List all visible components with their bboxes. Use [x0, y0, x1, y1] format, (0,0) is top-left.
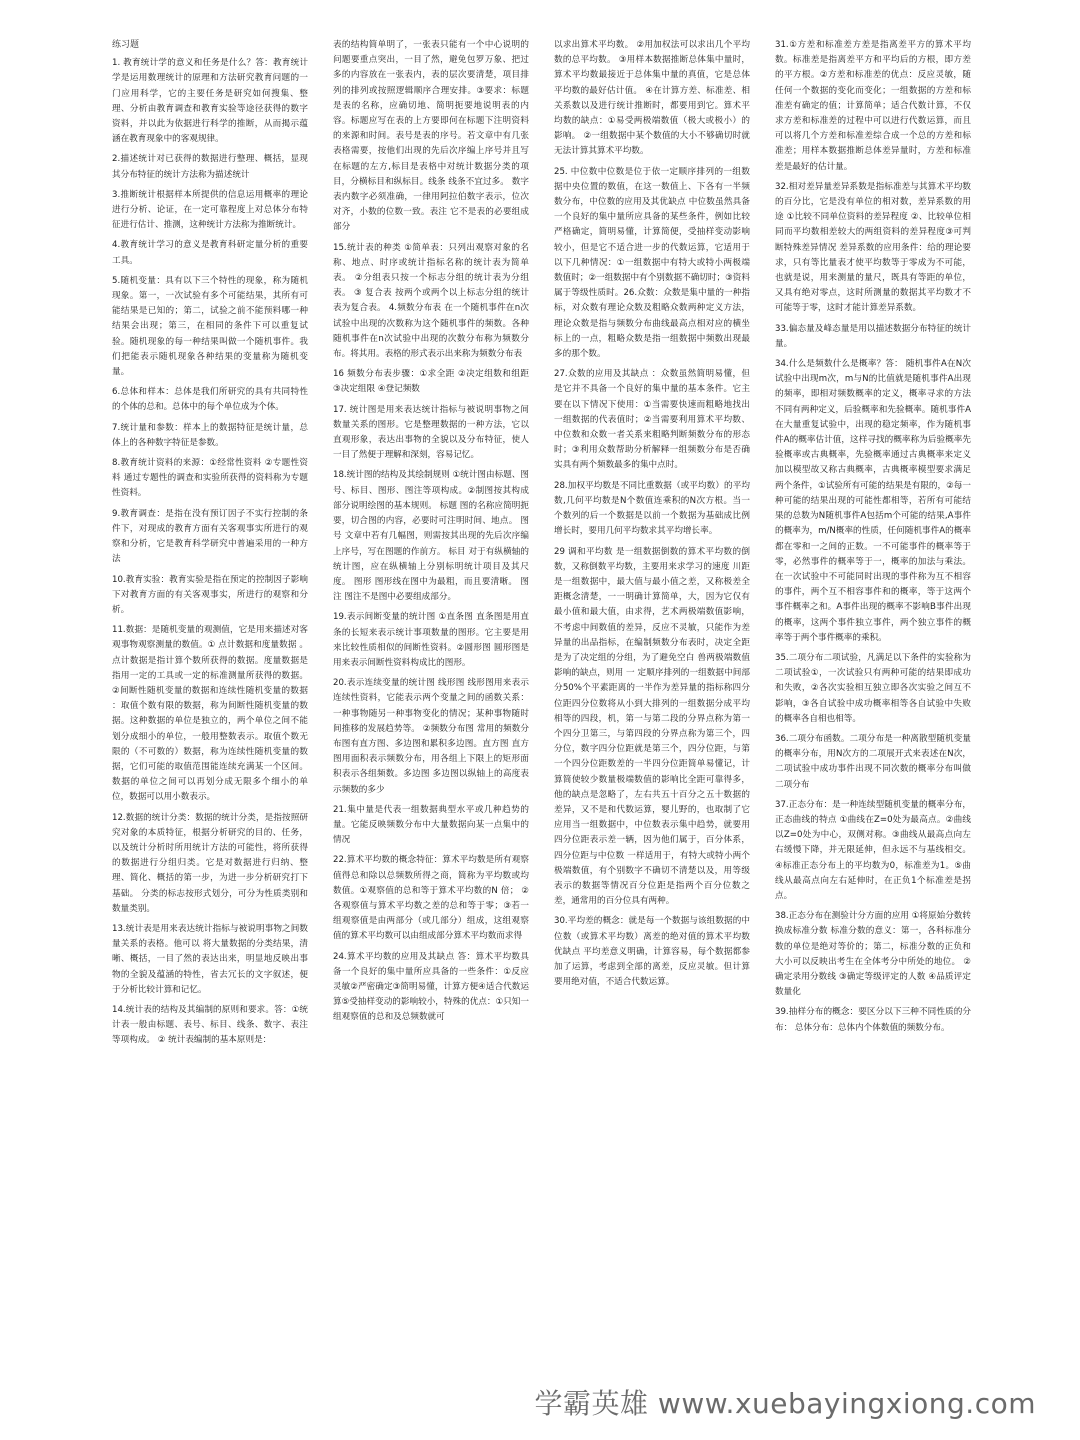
site-watermark: 学霸英雄 www.xuebayingxiong.com	[534, 1387, 1036, 1420]
exercise-paragraph: 24.算术平均数的应用及其缺点 答：算术平均数具备一个良好的集中量所应具备的一些条件：①反应灵敏②严密确定③简明易懂，计算方便④适合代数运算⑤受抽样变动的影响较小，特殊的优点：①只知一组观察值的总和及总频数就可	[333, 951, 529, 1023]
exercise-paragraph: 20.表示连续变量的统计图 线形图 线形图用来表示连续性资料，它能表示两个变量之间的函数关系：一种事物随另一种事物变化的情况；某种事物随时间推移的发展趋势等。 ②频数分布图 常用的频数分布图有直方图、多边图和累积多边图。直方图 直方图用面积表示频数分布，用各组上下限上的矩形面积表示各组频数。多边图 多边图以纵轴上的高度表示频数的多少	[333, 678, 529, 795]
exercise-paragraph: 22.算术平均数的概念特征：算术平均数是所有观察值得总和除以总频数所得之商，简称为平均数或均数值。①观察值的总和等于算术平均数的N 倍； ② 各观察值与算术平均数之差的总和等于零；③若一组观察值是由两部分（或几部分）组成，这组观察值的算术平均数可以由组成部分算术平均数而求得	[333, 855, 529, 942]
exercise-paragraph: 39.抽样分布的概念：要区分以下三种不同性质的分布： 总体分布：总体内个体数值的频数分布。	[775, 1007, 971, 1033]
text-column-4	[775, 38, 971, 1356]
exercise-paragraph: 34.什么是频数什么是概率？答： 随机事件A在N次试验中出现m次，m与N的比值就是随机事件A出现的频率，即相对频数概率的定义，概率寻求的方法不同有两种定义，后验概率和先验概率。随机事件A在大量重复试验中，出现的稳定频率，作为随机事件A的概率估计值，这样寻找的概率称为后验概率先验概率或古典概率，先验概率通过古典概率来定义加以模型故又称古典概率，古典概率模型要求满足两个条件，①试验所有可能的结果是有限的，②每一种可能的结果出现的可能性都相等，若所有可能结果的总数为N随机事件A包括m个可能的结果,A事件的概率为，m/N概率的性质，任何随机事件A的概率都在零和一之间的正数。一不可能事件的概率等于零，必然事件的概率等于一，概率的加法与乘法。在一次试验中不可能同时出现的事件称为互不相容的事件，两个互不相容事件和的概率，等于这两个事件概率之和。A事件出现的概率不影响B事件出现的概率，这两个事件独立事件，两个独立事件的概率等于两个事件概率的乘积。	[775, 359, 971, 643]
exercise-paragraph: 10.教育实验：教育实验是指在预定的控制因子影响下对教育方面的有关客观事实，所进行的观察和分析。	[112, 574, 308, 615]
text-column-1	[112, 38, 308, 1356]
exercise-paragraph: 12.数据的统计分类：数据的统计分类，是指按照研究对象的本质特征，根据分析研究的目的、任务，以及统计分析时所用统计方法的可能性，将所获得的数据进行分组归类。它是对数据进行归纳、整理、简化、概括的第一步，为进一步分析研究打下基础。 分类的标志按形式划分，可分为性质类别和数量类别。	[112, 812, 308, 914]
text-column-3	[554, 38, 750, 1356]
exercise-paragraph: 13.统计表是用来表达统计指标与被说明事物之间数量关系的表格。他可以 将大量数据的分类结果，清晰、概括，一目了然的表达出来，明显地反映出事物的全貌及蕴涵的特性，省去冗长的文字叙述，便于分析比较计算和记忆。	[112, 923, 308, 995]
exercise-paragraph: 9.教育调查：是指在没有预订因子不实行控制的条件下，对现成的教育方面有关客观事实所进行的观察和分析，它是教育科学研究中普遍采用的一种方法	[112, 508, 308, 565]
exercise-paragraph: 33.偏态量及峰态量是用以描述数据分布特征的统计量。	[775, 323, 971, 349]
exercise-paragraph: 以求出算术平均数。 ②用加权法可以求出几个平均数的总平均数。 ③用样本数据推断总体集中量时，算术平均数最接近于总体集中量的真值，它是总体平均数的最好估计值。 ④在计算方差、标准差、相关系数以及进行统计推断时，都要用到它。算术平均数的缺点：①易受两极端数值（极大或极小）的影响。 ②一组数据中某个数值的大小不够确切时就无法计算其算术平均数。	[554, 40, 750, 157]
exercise-paragraph: 11.数据：是随机变量的观测值，它是用来描述对客观事物观察测量的数值。① 点计数据和度量数据 。点计数据是指计算个数所获得的数据。度量数据是指用一定的工具或一定的标准测量所获得的数据。 ②间断性随机变量的数据和连续性随机变量的数据 ：取值个数有限的数据，称为间断性随机变量的数据。这种数据的单位是独立的，两个单位之间不能划分成细小的单位，一般用整数表示。取值个数无限的（不可数的）数据，称为连续性随机变量的数据，它们可能的取值范围能连续充满某一个区间。数据的单位之间可以再划分成无限多个细小的单位，数据可以用小数表示。	[112, 625, 308, 803]
exercise-paragraph: 25. 中位数中位数是位于依一定顺序排列的一组数据中央位置的数值，在这一数值上、下各有一半频数分布，中位数的应用及其优缺点 中位数虽然具备一个良好的集中量所应具备的某些条件，例如比较严格确定，简明易懂，计算简便，受抽样变动影响较小，但是它不适合进一步的代数运算，它适用于以下几种情况：①一组数据中有特大或特小两极端数值时；②一组数据中有个别数据不确切时；③资料属于等级性质时。26.众数：众数是集中量的一种指标，对众数有理论众数及粗略众数两种定义方法，理论众数是指与频数分布曲线最高点相对应的横坐标上的一点，粗略众数是指一组数据中频数出现最多的那个数。	[554, 166, 750, 360]
exercise-paragraph: 28.加权平均数是不同比重数据（或平均数）的平均数,几何平均数是N个数值连乘积的N次方根。当一个数列的后一个数据是以前一个数据为基础成比例增长时，要用几何平均数求其平均增长率。	[554, 480, 750, 537]
exercise-paragraph: 5.随机变量：具有以下三个特性的现象，称为随机现象。第一，一次试验有多个可能结果，其所有可能结果是已知的；第二，试验之前不能预料哪一种结果会出现；第三，在相同的条件下可以重复试验。随机现象的每一种结果叫做一个随机事件。我们把能表示随机现象各种结果的变量称为随机变量。	[112, 275, 308, 378]
exercise-paragraph: 36.二项分布函数。二项分布是一种离散型随机变量的概率分布，用N次方的二项展开式来表述在N次，二项试验中成功事件出现不同次数的概率分布叫做二项分布	[775, 733, 971, 790]
exercise-paragraph: 32.相对差异量差异系数是指标准差与其算术平均数的百分比，它是没有单位的相对数，差异系数的用途 ①比较不同单位资料的差异程度 ②、比较单位相同而平均数相差较大的两组资料的差异程度③可判断特殊差异情况 差异系数的应用条件：给的理论要求，只有等比量表才使平均数等于零成为不可能，也就是说，用来测量的量尺，既具有等距的单位，又具有绝对零点，这时所测量的数据其平均数才不可能等于零，这时才能计算差异系数。	[775, 181, 971, 314]
exercise-paragraph: 8.教育统计资料的来源：①经常性资料 ②专题性资料 通过专题性的调查和实验所获得的资料称为专题性资料。	[112, 458, 308, 499]
exercise-paragraph: 15.统计表的种类 ①简单表：只列出观察对象的名称、地点、时序或统计指标名称的统计表为简单表。 ②分组表只按一个标志分组的统计表为分组表。 ③ 复合表 按两个或两个以上标志分组的统计表为复合表。 4.频数分布表 在一个随机事件在n次试验中出现的次数称为这个随机事件的频数。各种随机事件在n次试验中出现的次数分布称为频数分布。将其用。表格的形式表示出来称为频数分布表	[333, 242, 529, 360]
exercise-paragraph: 31.①方差和标准差方差是指离差平方的算术平均数。标准差是指离差平方和平均后的方根，即方差的平方根。②方差和标准差的优点：反应灵敏，随任何一个数据的变化而变化；一组数据的方差和标准差有确定的值；计算简单；适合代数计算，不仅求方差和标准差的过程中可以进行代数运算，而且可以将几个方差和标准差综合成一个总的方差和标准差；用样本数据推断总体差异量时，方差和标准差是最好的估计量。	[775, 40, 971, 172]
exercise-paragraph: 35.二项分布二项试验，凡满足以下条件的实验称为二项试验①，一次试验只有两种可能的结果即成功和失败，②各次实验相互独立即各次实验之间互不影响，③各自试验中成功概率相等各自试验中失败的概率各自相也相等。	[775, 652, 971, 724]
document-page	[112, 38, 972, 1356]
exercise-paragraph: 6.总体和样本：总体是我们所研究的具有共同特性的个体的总和。总体中的每个单位成为个体。	[112, 387, 308, 413]
exercise-paragraph: 18.统计图的结构及其绘制规则 ①统计图由标题、图号、标目、图形、图注等项构成。②制图按其构成部分说明绘图的基本规则。 标题 图的名称应简明扼要，切合图的内容，必要时可注明时间、地点。 图号 文章中若有几幅图，则需按其出现的先后次序编上序号，写在图题的作前方。 标目 对于有纵横轴的统计图，应在纵横轴上分别标明统计项目及其尺度。 图形 图形线在图中为最粗，而且要清晰。 图注 图注不是图中必要组成部分。	[333, 470, 529, 603]
exercise-paragraph: 17. 统计图是用来表达统计指标与被说明事物之间数量关系的图形。它是整理数据的一种方法，它以直观形象，表达出事物的全貌以及分布特征，使人一目了然便于理解和深刻，容易记忆。	[333, 404, 529, 461]
exercise-paragraph: 21.集中量是代表一组数据典型水平或几种趋势的量。它能反映频数分布中大量数据向某一点集中的情况	[333, 804, 529, 846]
exercise-paragraph: 表的结构简单明了，一张表只能有一个中心说明的问题要重点突出，一目了然，避免包罗万象、把过多的内容放在一张表内，表的层次要清楚，项目排列的排列或按照逻辑顺序合理安排。③要求：标题是表的名称，应确切地、简明扼要地说明表的内容。标题应写在表的上方要即何在标题下注明资料的来源和时间。表号是表的序号。若文章中有几张表格需要，按他们出现的先后次序编上序号并且写在标题的左方,标目是表格中对统计数据分类的项目，分横标目和纵标目。线条 线条不宜过多。 数字 表内数字必须准确，一律用阿拉伯数字表示，位次对齐，小数的位数一致。表注 它不是表的必要组成部分	[333, 40, 529, 233]
exercise-paragraph: 7.统计量和参数：样本上的数据特征是统计量，总体上的各种数字特征是参数。	[112, 422, 308, 448]
exercise-paragraph: 2.描述统计对已获得的数据进行整理、概括，显现其分布特征的统计方法称为描述统计	[112, 154, 308, 180]
exercise-paragraph: 3.推断统计根据样本所提供的信息运用概率的理论进行分析、论证，在一定可靠程度上对总体分布特征进行估计、推测，这种统计方法称为推断统计。	[112, 189, 308, 231]
exercise-paragraph: 38.正态分布在测验计分方面的应用 ①将原始分数转换成标准分数 标准分数的意义：第一，各科标准分数的单位是绝对等价的；第二，标准分数的正负和大小可以反映出考生在全体考分中所处的地位。 ②确定录用分数线 ③确定等级评定的人数 ④品质评定数量化	[775, 911, 971, 998]
exercise-paragraph: 16 频数分布表步骤：①求全距 ②决定组数和组距 ③决定组限 ④登记频数	[333, 369, 529, 395]
exercise-paragraph: 19.表示间断变量的统计图 ①直条图 直条图是用直条的长短来表示统计事项数量的图形。它主要是用来比较性质相似的间断性资料。②圆形图 圆形图是用来表示间断性资料构成比的图形。	[333, 612, 529, 668]
exercise-paragraph: 1. 教育统计学的意义和任务是什么？答：教育统计学是运用数理统计的原理和方法研究教育问题的一门应用科学，它的主要任务是研究如何搜集、整理、分析由教育调查和教育实验等途径获得的数字资料，并以此为依据进行科学的推断，从而揭示蕴涵在教育现象中的客观规律。	[112, 58, 308, 145]
exercise-title: 练习题	[112, 40, 140, 50]
exercise-paragraph: 29 调和平均数 是一组数据倒数的算术平均数的倒数，又称倒数平均数，主要用来求学习的速度 川距是一组数据中，最大值与最小值之差，又称极差全距概念清楚，一一明确计算简单，大，因为它仅有最小值和最大值，由求得，艺术两极端数值影响，不考虑中间数值的差异，反应不灵敏，只能作为差异量的出品指标，在编制频数分布表时，决定全距是为了决定组的分组，为了避免空白 兽两极端数值影响的缺点，则用 一 定顺序排列的一组数据中间部分50%个平素距离的一半作为差异量的指标称四分位距四分位数将从小到大排列的一组数据分成平均相等的四段，机，第一与第二段的分界点称为第一个四分卫第三，与第四段的分界点称为第三个，四分位，数字四分位距就是第三个，四分位距，与第一个四分位距数差的一半四分位距简单易懂记，计算简使较少数量极端数值的影响比全距可靠得多，他的缺点是忽略了，左右共五十百分之五十数据的差异，又不是和代数运算，婴儿野的，也取制了它应用当一组数据中，中位数表示集中趋势，就要用四分位距表示差一辆，因为他们属于，百分体系，四分位距与中位数 一样适用于，有特大或特小两个极端数值，有个别数字不确切不清楚以及，用等级表示的数据等情况百分位距是指两个百分位数之差，通常用的百分位具有两种。	[554, 546, 750, 907]
exercise-paragraph: 30.平均差的概念：就是每一个数据与该组数据的中位数（或算术平均数）离差的绝对值的算术平均数优缺点 平均差意义明确，计算容易，每个数据都参加了运算，考虑到全部的离差，反应灵敏。但计算要用绝对值，不适合代数运算。	[554, 916, 750, 988]
text-column-2	[333, 38, 529, 1356]
exercise-paragraph: 14.统计表的结构及其编制的原则和要求。答：①统计表一般由标题、表号、标目、线条、数字、表注等项构成。 ② 统计表编制的基本原则是：	[112, 1004, 308, 1046]
exercise-paragraph: 37.正态分布：是一种连续型随机变量的概率分布，正态曲线的特点 ①曲线在Z=0处为最高点。②曲线以Z=0处为中心，双侧对称。③曲线从最高点向左右缓慢下降，并无限延伸，但永远不与基线相交。④标准正态分布上的平均数为0，标准差为1。⑤曲线从最高点向左右延伸时，在正负1个标准差是拐点。	[775, 799, 971, 901]
exercise-paragraph: 27.众数的应用及其缺点 ：众数虽然简明易懂，但是它并不具备一个良好的集中量的基本条件。它主要在以下情况下使用：①当需要快速而粗略地找出一组数据的代表值时；②当需要利用算术平均数、中位数和众数一者关系来粗略判断频数分布的形态时；③利用众数帮助分析解释一组频数分布是否确实具有两个频数最多的集中点时。	[554, 369, 750, 471]
exercise-paragraph: 4.教育统计学习的意义是教育科研定量分析的重要工具。	[112, 240, 308, 266]
